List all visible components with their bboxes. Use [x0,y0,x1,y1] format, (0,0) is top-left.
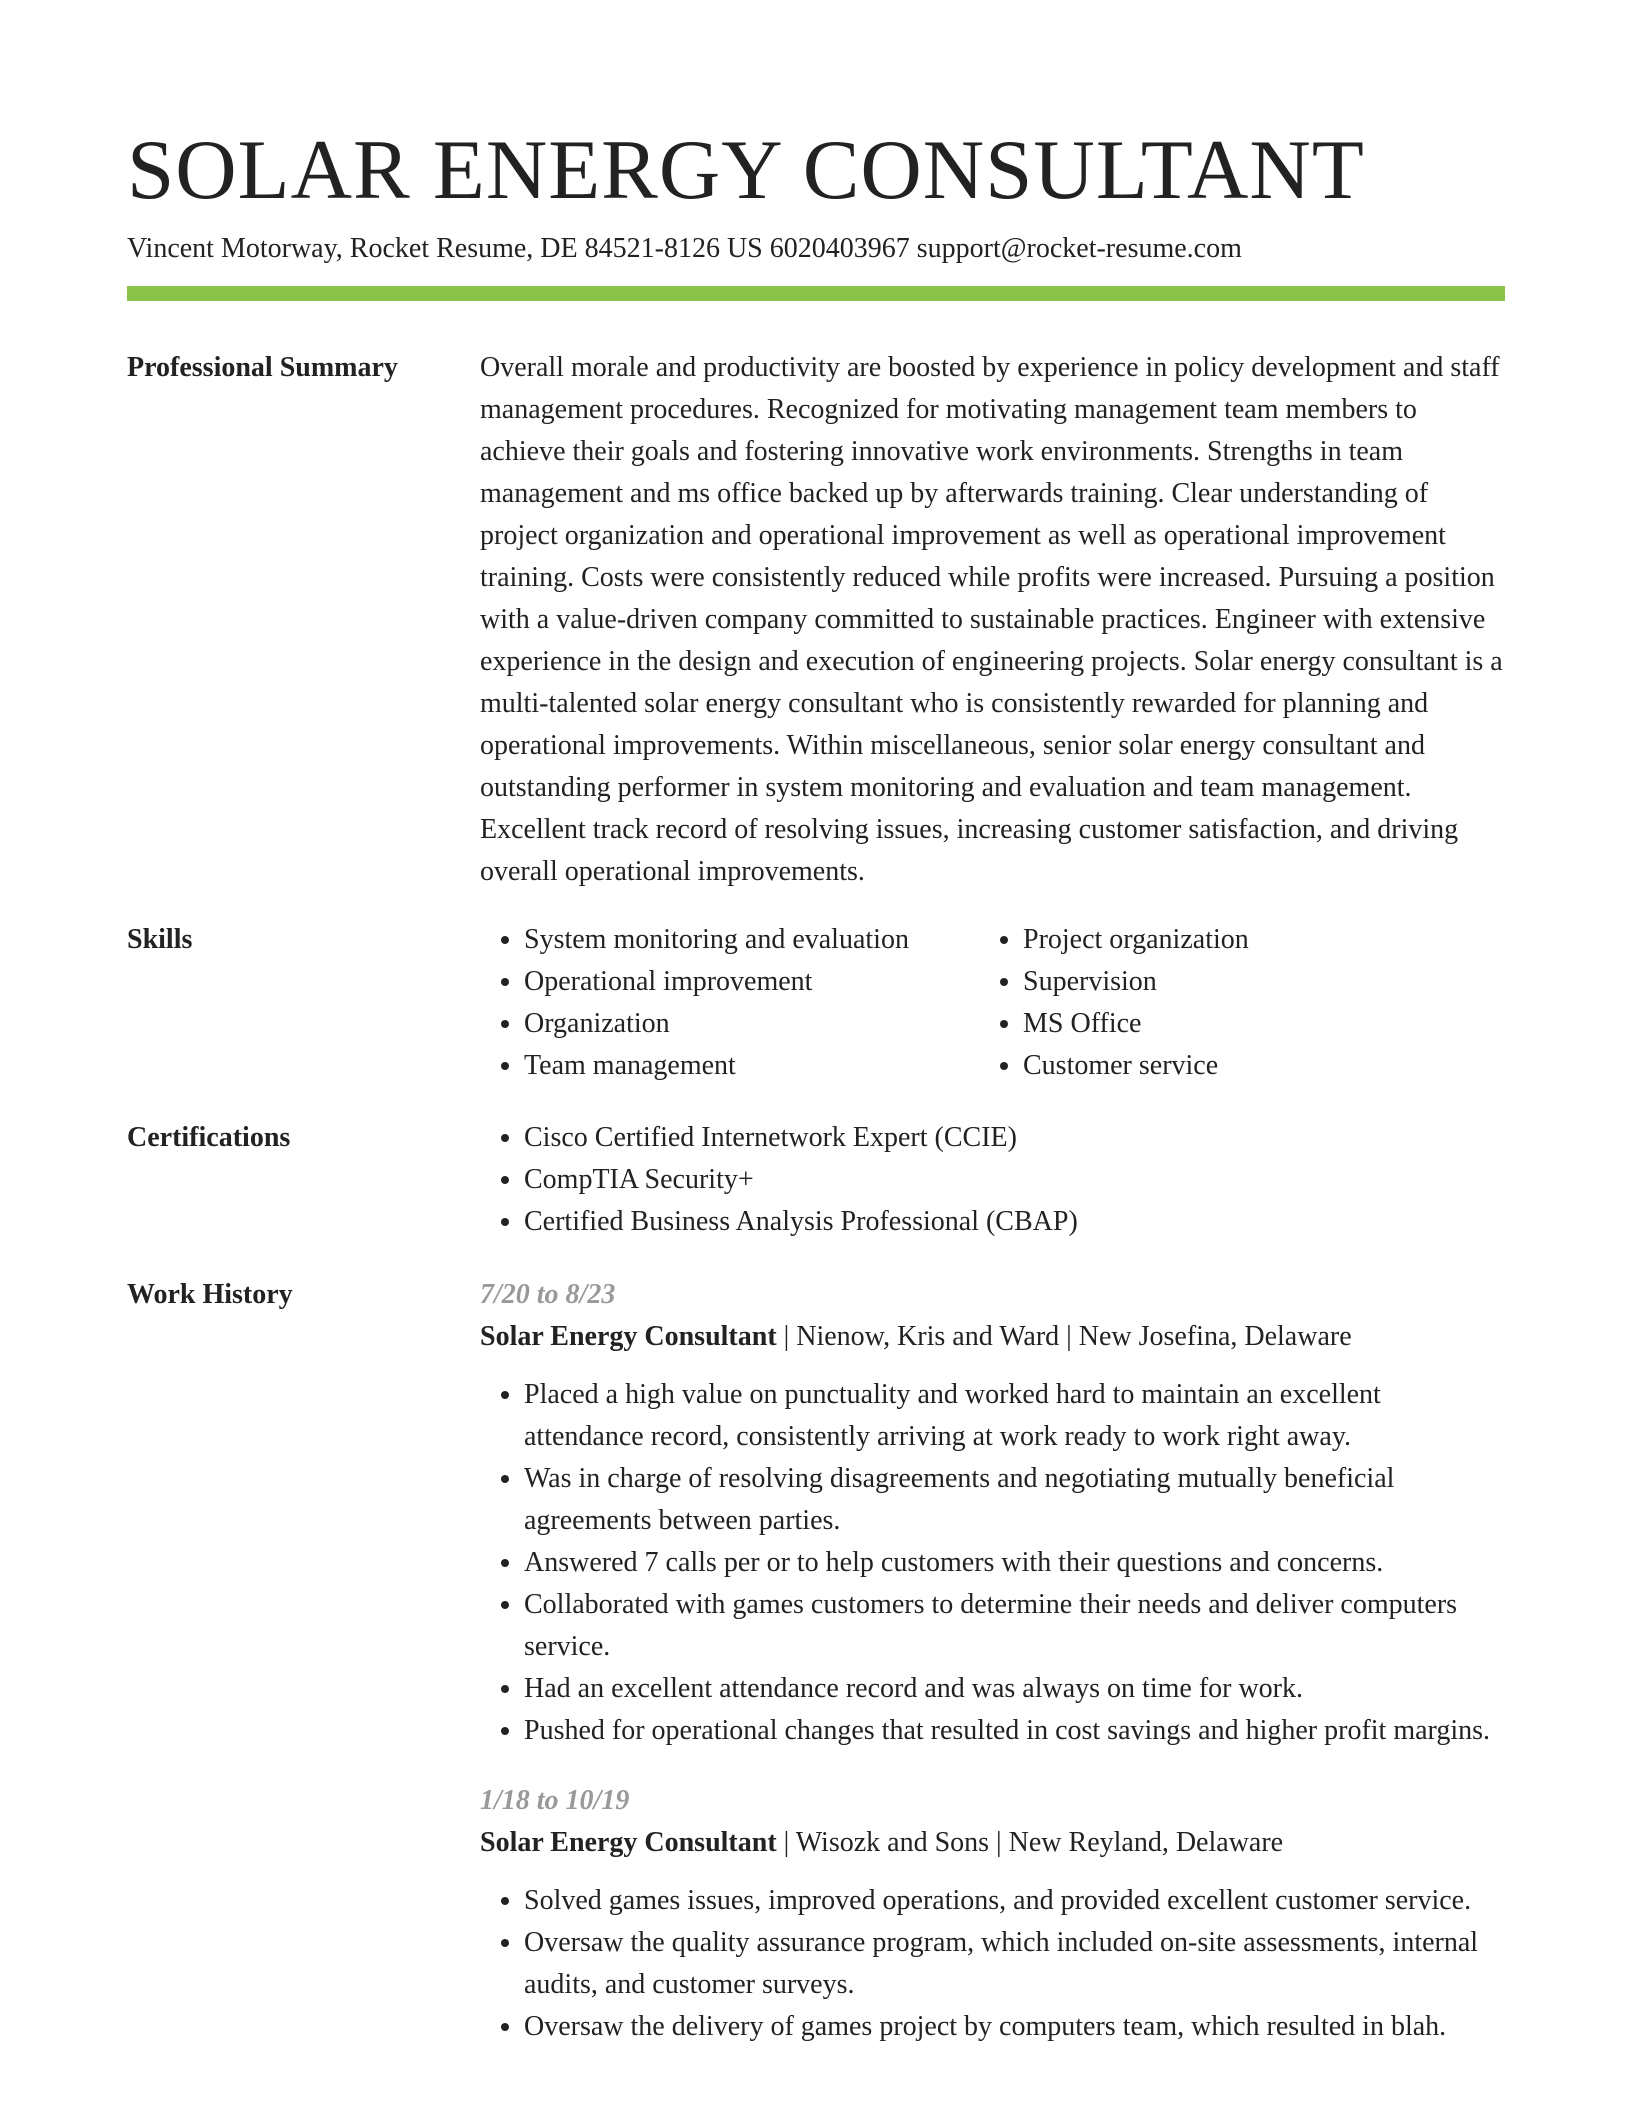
certifications-section [127,1117,1505,1247]
job-details: | Nienow, Kris and Ward | New Josefina, Delaware [776,1321,1352,1352]
certification-item: • CompTIA Security+ [524,1159,1505,1201]
certifications-heading: Certifications [127,1122,291,1153]
skill-item: • Customer service [1023,1045,1479,1087]
job-bullet: • Answered 7 calls per or to help customers with their questions and concerns. [524,1542,1505,1584]
job-bullet: • Was in charge of resolving disagreements and negotiating mutually beneficial agreements between parties. [524,1458,1505,1542]
job-bullet: • Oversaw the quality assurance program, which included on-site assessments, internal audits, and customer surveys. [524,1922,1505,2006]
skill-item: • MS Office [1023,1003,1479,1045]
skill-item: • System monitoring and evaluation [524,919,980,961]
page-title: SOLAR ENERGY CONSULTANT [127,123,1365,217]
work-history-heading: Work History [127,1279,293,1310]
job-bullet: • Oversaw the delivery of games project by computers team, which resulted in blah. [524,2006,1505,2048]
job-bullets [480,1374,1505,1752]
summary-text: Overall morale and productivity are boosted by experience in policy development and staff management procedures. Recognized for motivating management team members to achieve their goals and fostering innovative work environments. Strengths in team management and ms office backed up by afterwards training. Clear understanding of project organization and operational improvement as well as operational improvement training. Costs were consistently reduced while profits were increased. Pursuing a position with a value-driven company committed to sustainable practices. Engineer with extensive experience in the design and execution of engineering projects. Solar energy consultant is a multi-talented solar energy consultant who is consistently rewarded for planning and operational improvements. Within miscellaneous, senior solar energy consultant and outstanding performer in system monitoring and evaluation and team management. Excellent track record of resolving issues, increasing customer satisfaction, and driving overall operational improvements. [480,352,1503,887]
skill-item: • Organization [524,1003,980,1045]
certification-item: • Certified Business Analysis Professional (CBAP) [524,1201,1505,1243]
skill-item: • Project organization [1023,919,1479,961]
job-heading [480,1822,1505,1864]
work-history-section [127,1274,1505,2104]
skill-item: • Supervision [1023,961,1479,1003]
job-dates: 7/20 to 8/23 [480,1279,616,1310]
job-bullet: • Had an excellent attendance record and was always on time for work. [524,1668,1505,1710]
job-bullets [480,1880,1505,2048]
job-title: Solar Energy Consultant [480,1321,777,1352]
header-divider [127,286,1505,301]
skills-heading: Skills [127,924,193,955]
work-history-body [480,1274,1505,2048]
job-dates: 1/18 to 10/19 [480,1785,630,1816]
job-title: Solar Energy Consultant [480,1827,777,1858]
contact-info: Vincent Motorway, Rocket Resume, DE 84521-8126 US 6020403967 support@rocket-resume.com [127,233,1242,264]
summary-section [127,347,1505,887]
job-bullet: • Pushed for operational changes that resulted in cost savings and higher profit margins. [524,1710,1505,1752]
job-heading [480,1316,1505,1358]
skill-item: • Operational improvement [524,961,980,1003]
summary-heading: Professional Summary [127,352,398,383]
certification-item: • Cisco Certified Internetwork Expert (CCIE) [524,1117,1505,1159]
job-bullet: • Placed a high value on punctuality and worked hard to maintain an excellent attendance record, consistently arriving at work ready to work right away. [524,1374,1505,1458]
job-details: | Wisozk and Sons | New Reyland, Delaware [776,1827,1284,1858]
certifications-body [480,1117,1505,1243]
skills-column-right [979,919,1479,1087]
job-bullet: • Collaborated with games customers to determine their needs and deliver computers service. [524,1584,1505,1668]
skills-column-left [480,919,980,1087]
job-entry [480,1780,1505,2048]
job-entry [480,1274,1505,1752]
job-bullet: • Solved games issues, improved operations, and provided excellent customer service. [524,1880,1505,1922]
skill-item: • Team management [524,1045,980,1087]
skills-section [127,919,1505,1089]
